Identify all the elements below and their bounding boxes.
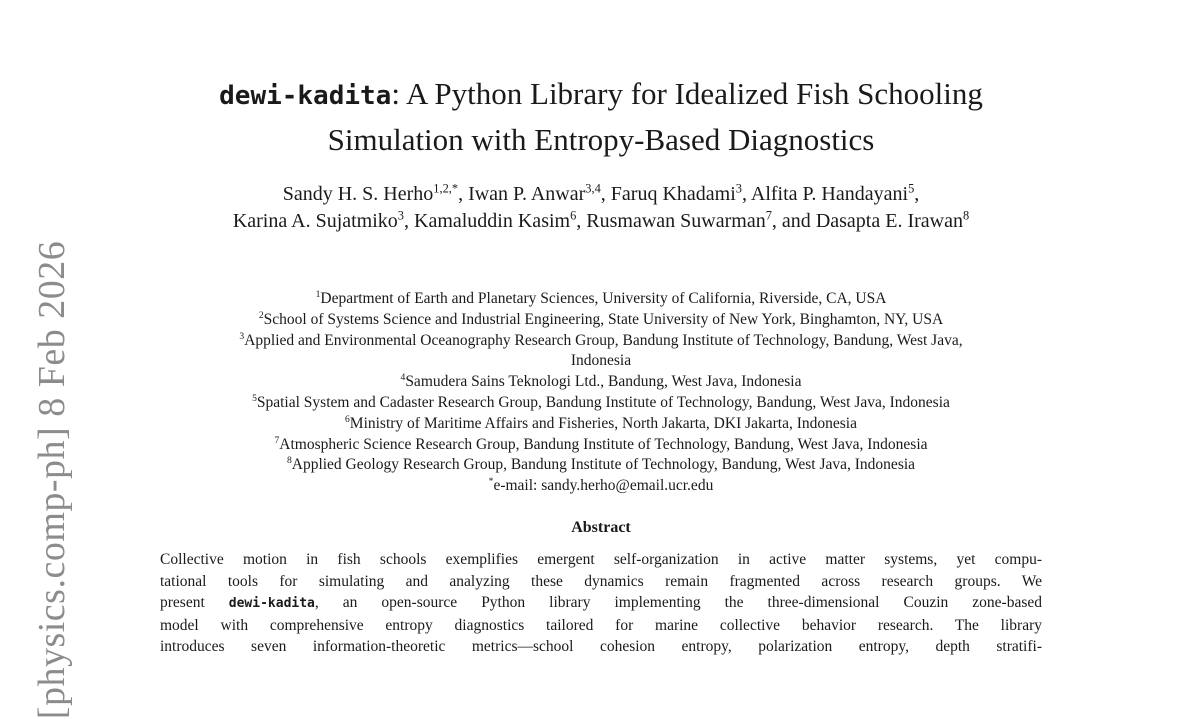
author-name: Faruq Khadami: [610, 183, 736, 205]
author-affil-sup: 6: [570, 208, 577, 223]
affiliation-item: [120, 393, 1082, 414]
author-affil-sup: 3: [735, 181, 742, 196]
corresponding-email: [120, 476, 1082, 497]
paper-title: [120, 72, 1082, 161]
abstract-text: , an open-source Python library implementing the three-dimensional Couzin zone-based: [314, 594, 1042, 611]
affiliation-number: 2: [258, 310, 264, 322]
abstract-line: introduces seven information-theoretic metrics—school cohesion entropy, polarization entropy, depth stratifi-: [160, 638, 1042, 655]
affiliation-text: Spatial System and Cadaster Research Group, Bandung Institute of Technology, Bandung, West Java, Indonesia: [256, 393, 950, 411]
affiliation-text: Applied and Environmental Oceanography Research Group, Bandung Institute of Technology, Bandung, West Java,: [244, 331, 963, 349]
affiliation-number: *: [488, 476, 494, 488]
abstract-line: Collective motion in fish schools exemplifies emergent self-organization in active matter systems, yet compu-: [160, 551, 1042, 568]
author-separator: ,: [404, 210, 414, 232]
abstract-line: tational tools for simulating and analyzing these dynamics remain fragmented across research groups. We: [160, 572, 1042, 590]
author-affil-sup: 5: [908, 181, 915, 196]
affiliation-number: 1: [315, 289, 321, 301]
affiliation-number: 6: [344, 414, 350, 426]
author-separator: , and: [771, 210, 816, 232]
author-separator: ,: [741, 183, 751, 205]
author-name: Kamaluddin Kasim: [414, 210, 571, 232]
affiliation-item: [120, 331, 1082, 352]
author-separator: ,: [600, 183, 611, 205]
affiliation-text: School of Systems Science and Industrial Engineering, State University of New York, Binghamton, NY, USA: [263, 310, 944, 328]
author-affil-sup: 3: [397, 208, 404, 223]
affiliation-number: 4: [400, 372, 406, 384]
affiliation-text: Atmospheric Science Research Group, Bandung Institute of Technology, Bandung, West Java, Indonesia: [279, 435, 928, 453]
arxiv-side-stamp: [physics.comp-ph] 8 Feb 2026: [31, 240, 73, 719]
affiliation-text: Indonesia: [570, 352, 632, 370]
abstract-line: model with comprehensive entropy diagnostics tailored for marine collective behavior research. The library: [160, 616, 1042, 634]
affiliation-item: [120, 455, 1082, 476]
author-name: Dasapta E. Irawan: [815, 210, 963, 232]
abstract-body: [160, 549, 1042, 658]
author-name: Karina A. Sujatmiko: [232, 210, 398, 232]
affiliation-text: Ministry of Maritime Affairs and Fisheries, North Jakarta, DKI Jakarta, Indonesia: [349, 414, 857, 432]
author-line-2: [110, 208, 1092, 235]
author-name: Iwan P. Anwar: [468, 183, 586, 205]
title-code-name: dewi-kadita: [219, 81, 392, 111]
affiliation-text: Samudera Sains Teknologi Ltd., Bandung, West Java, Indonesia: [405, 373, 802, 391]
author-name: Alfita P. Handayani: [750, 183, 909, 205]
author-name: Sandy H. S. Herho: [282, 183, 434, 205]
affiliation-list: [120, 289, 1082, 497]
abstract-code-name: dewi-kadita: [228, 596, 315, 611]
affiliation-number: 7: [274, 434, 280, 446]
affiliation-number: 8: [286, 455, 292, 467]
affiliation-number: 3: [239, 330, 245, 342]
affiliation-item: [120, 372, 1082, 393]
author-line-1: [110, 181, 1092, 208]
title-line2: Simulation with Entropy-Based Diagnostics: [327, 122, 875, 157]
abstract-text: present: [160, 594, 229, 611]
affiliation-text: Applied Geology Research Group, Bandung Institute of Technology, Bandung, West Java, Indonesia: [291, 456, 916, 474]
title-line1-rest: : A Python Library for Idealized Fish Schooling: [391, 76, 983, 111]
author-affil-sup: 1,2,*: [433, 181, 459, 196]
author-separator: ,: [458, 183, 469, 205]
affiliation-item: [120, 414, 1082, 435]
author-separator: ,: [914, 183, 920, 205]
author-affil-sup: 8: [962, 208, 970, 223]
affiliation-item: [120, 310, 1082, 331]
author-affil-sup: 3,4: [585, 181, 601, 196]
affiliation-text: e-mail: sandy.herho@email.ucr.edu: [493, 477, 714, 495]
affiliation-item: [120, 351, 1082, 372]
author-name: Rusmawan Suwarman: [586, 210, 766, 232]
author-separator: ,: [576, 210, 587, 232]
affiliation-item: [120, 289, 1082, 310]
affiliation-item: [120, 435, 1082, 456]
affiliation-number: 5: [252, 393, 257, 405]
abstract-heading: Abstract: [571, 519, 631, 536]
abstract-line: [160, 592, 1042, 615]
affiliation-text: Department of Earth and Planetary Sciences, University of California, Riverside, CA, USA: [320, 290, 887, 307]
author-affil-sup: 7: [765, 208, 772, 223]
author-list: [110, 181, 1092, 235]
